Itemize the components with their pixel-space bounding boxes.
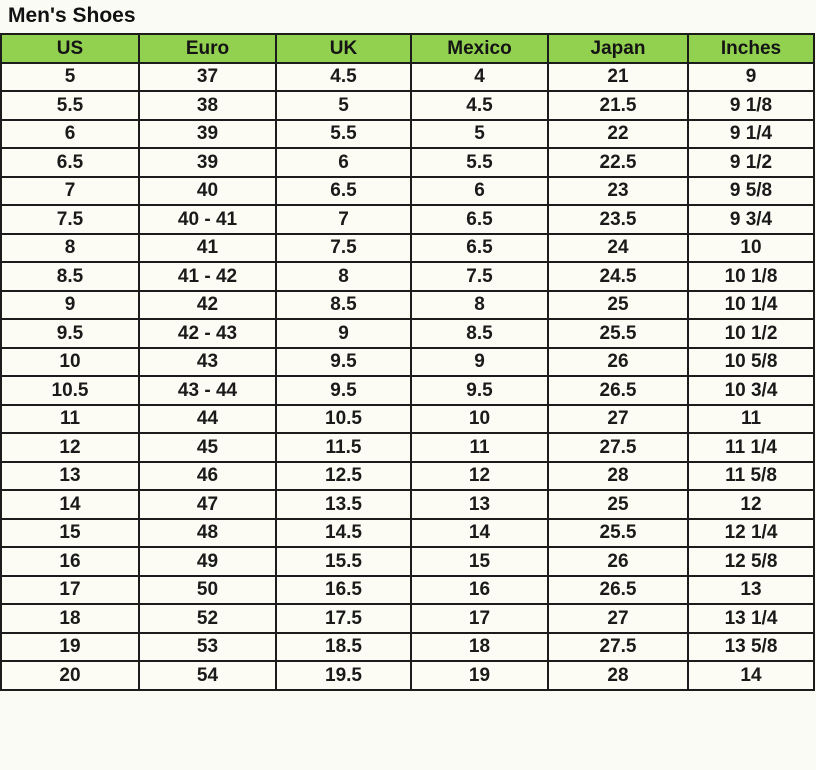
table-cell: 17.5: [276, 604, 411, 633]
table-cell: 13 1/4: [688, 604, 814, 633]
column-header-mexico: Mexico: [411, 34, 548, 63]
table-cell: 38: [139, 91, 276, 120]
table-cell: 18.5: [276, 633, 411, 662]
table-row: [1, 462, 814, 491]
table-cell: 5: [1, 63, 139, 92]
table-cell: 40: [139, 177, 276, 206]
table-cell: 14: [688, 661, 814, 690]
table-row: [1, 405, 814, 434]
table-cell: 9 1/8: [688, 91, 814, 120]
table-cell: 8: [411, 291, 548, 320]
table-cell: 4.5: [276, 63, 411, 92]
table-cell: 27.5: [548, 633, 688, 662]
table-cell: 25: [548, 490, 688, 519]
table-cell: 9.5: [411, 376, 548, 405]
table-cell: 5.5: [276, 120, 411, 149]
table-row: [1, 262, 814, 291]
table-cell: 44: [139, 405, 276, 434]
table-cell: 53: [139, 633, 276, 662]
table-cell: 43 - 44: [139, 376, 276, 405]
table-cell: 19: [411, 661, 548, 690]
table-cell: 18: [411, 633, 548, 662]
table-cell: 4: [411, 63, 548, 92]
table-cell: 14: [1, 490, 139, 519]
table-cell: 10 1/4: [688, 291, 814, 320]
table-cell: 27: [548, 604, 688, 633]
column-header-uk: UK: [276, 34, 411, 63]
table-cell: 19.5: [276, 661, 411, 690]
table-cell: 16: [411, 576, 548, 605]
table-cell: 11.5: [276, 433, 411, 462]
table-cell: 8: [1, 234, 139, 263]
table-cell: 48: [139, 519, 276, 548]
table-row: [1, 348, 814, 377]
table-cell: 11: [411, 433, 548, 462]
table-cell: 50: [139, 576, 276, 605]
table-cell: 39: [139, 120, 276, 149]
table-row: [1, 376, 814, 405]
table-cell: 13: [688, 576, 814, 605]
table-cell: 20: [1, 661, 139, 690]
table-cell: 6: [411, 177, 548, 206]
table-cell: 37: [139, 63, 276, 92]
table-cell: 28: [548, 462, 688, 491]
table-cell: 17: [1, 576, 139, 605]
table-cell: 23.5: [548, 205, 688, 234]
column-header-inches: Inches: [688, 34, 814, 63]
table-cell: 7.5: [276, 234, 411, 263]
table-cell: 12: [1, 433, 139, 462]
table-cell: 54: [139, 661, 276, 690]
table-row: [1, 519, 814, 548]
table-cell: 10: [1, 348, 139, 377]
table-cell: 10.5: [1, 376, 139, 405]
table-cell: 13.5: [276, 490, 411, 519]
table-cell: 45: [139, 433, 276, 462]
table-row: [1, 91, 814, 120]
table-cell: 6: [276, 148, 411, 177]
table-cell: 41 - 42: [139, 262, 276, 291]
table-row: [1, 319, 814, 348]
table-cell: 26: [548, 547, 688, 576]
table-row: [1, 633, 814, 662]
table-cell: 5.5: [1, 91, 139, 120]
table-row: [1, 291, 814, 320]
table-cell: 25.5: [548, 519, 688, 548]
table-cell: 10 1/2: [688, 319, 814, 348]
table-cell: 42 - 43: [139, 319, 276, 348]
table-cell: 40 - 41: [139, 205, 276, 234]
table-cell: 49: [139, 547, 276, 576]
table-cell: 17: [411, 604, 548, 633]
table-cell: 5.5: [411, 148, 548, 177]
table-row: [1, 205, 814, 234]
table-cell: 6.5: [276, 177, 411, 206]
column-header-us: US: [1, 34, 139, 63]
table-row: [1, 148, 814, 177]
header-row: [1, 34, 814, 63]
table-cell: 8.5: [276, 291, 411, 320]
table-cell: 10 3/4: [688, 376, 814, 405]
column-header-euro: Euro: [139, 34, 276, 63]
table-row: [1, 63, 814, 92]
table-cell: 10 1/8: [688, 262, 814, 291]
table-cell: 10.5: [276, 405, 411, 434]
size-table-body: [1, 63, 814, 690]
table-cell: 6.5: [1, 148, 139, 177]
table-cell: 11 1/4: [688, 433, 814, 462]
table-cell: 27.5: [548, 433, 688, 462]
table-cell: 25: [548, 291, 688, 320]
table-row: [1, 433, 814, 462]
table-cell: 7.5: [1, 205, 139, 234]
table-cell: 9 5/8: [688, 177, 814, 206]
table-row: [1, 547, 814, 576]
table-cell: 6.5: [411, 205, 548, 234]
table-cell: 13: [411, 490, 548, 519]
table-cell: 21: [548, 63, 688, 92]
table-cell: 24.5: [548, 262, 688, 291]
table-cell: 22.5: [548, 148, 688, 177]
table-cell: 39: [139, 148, 276, 177]
table-cell: 27: [548, 405, 688, 434]
table-row: [1, 234, 814, 263]
table-row: [1, 120, 814, 149]
table-cell: 11: [1, 405, 139, 434]
table-cell: 26.5: [548, 376, 688, 405]
page-title: Men's Shoes: [8, 4, 136, 27]
table-cell: 9: [411, 348, 548, 377]
table-row: [1, 490, 814, 519]
table-cell: 10 5/8: [688, 348, 814, 377]
table-cell: 9: [688, 63, 814, 92]
table-row: [1, 661, 814, 690]
table-cell: 52: [139, 604, 276, 633]
table-cell: 8.5: [411, 319, 548, 348]
table-cell: 12 5/8: [688, 547, 814, 576]
table-cell: 12.5: [276, 462, 411, 491]
table-cell: 26: [548, 348, 688, 377]
table-cell: 9.5: [276, 376, 411, 405]
table-cell: 9.5: [276, 348, 411, 377]
table-cell: 11 5/8: [688, 462, 814, 491]
table-cell: 7: [276, 205, 411, 234]
table-cell: 9: [276, 319, 411, 348]
table-cell: 13 5/8: [688, 633, 814, 662]
table-cell: 19: [1, 633, 139, 662]
table-cell: 26.5: [548, 576, 688, 605]
table-row: [1, 177, 814, 206]
table-cell: 46: [139, 462, 276, 491]
table-cell: 9 1/2: [688, 148, 814, 177]
table-cell: 23: [548, 177, 688, 206]
table-cell: 9 3/4: [688, 205, 814, 234]
table-cell: 7.5: [411, 262, 548, 291]
table-cell: 11: [688, 405, 814, 434]
table-cell: 12 1/4: [688, 519, 814, 548]
table-cell: 4.5: [411, 91, 548, 120]
table-cell: 10: [688, 234, 814, 263]
table-cell: 5: [276, 91, 411, 120]
table-cell: 28: [548, 661, 688, 690]
table-cell: 9 1/4: [688, 120, 814, 149]
table-cell: 25.5: [548, 319, 688, 348]
table-cell: 21.5: [548, 91, 688, 120]
table-cell: 8: [276, 262, 411, 291]
table-cell: 9: [1, 291, 139, 320]
table-cell: 13: [1, 462, 139, 491]
size-conversion-table: [0, 33, 815, 691]
table-cell: 15.5: [276, 547, 411, 576]
table-cell: 16.5: [276, 576, 411, 605]
table-cell: 6.5: [411, 234, 548, 263]
table-cell: 22: [548, 120, 688, 149]
table-cell: 42: [139, 291, 276, 320]
table-cell: 24: [548, 234, 688, 263]
table-cell: 9.5: [1, 319, 139, 348]
table-cell: 41: [139, 234, 276, 263]
table-cell: 15: [1, 519, 139, 548]
table-cell: 15: [411, 547, 548, 576]
table-cell: 14: [411, 519, 548, 548]
table-cell: 18: [1, 604, 139, 633]
table-cell: 12: [411, 462, 548, 491]
table-cell: 14.5: [276, 519, 411, 548]
table-cell: 43: [139, 348, 276, 377]
table-cell: 10: [411, 405, 548, 434]
table-cell: 5: [411, 120, 548, 149]
table-cell: 7: [1, 177, 139, 206]
table-cell: 47: [139, 490, 276, 519]
table-row: [1, 576, 814, 605]
column-header-japan: Japan: [548, 34, 688, 63]
table-cell: 12: [688, 490, 814, 519]
table-cell: 8.5: [1, 262, 139, 291]
table-row: [1, 604, 814, 633]
table-cell: 6: [1, 120, 139, 149]
table-cell: 16: [1, 547, 139, 576]
